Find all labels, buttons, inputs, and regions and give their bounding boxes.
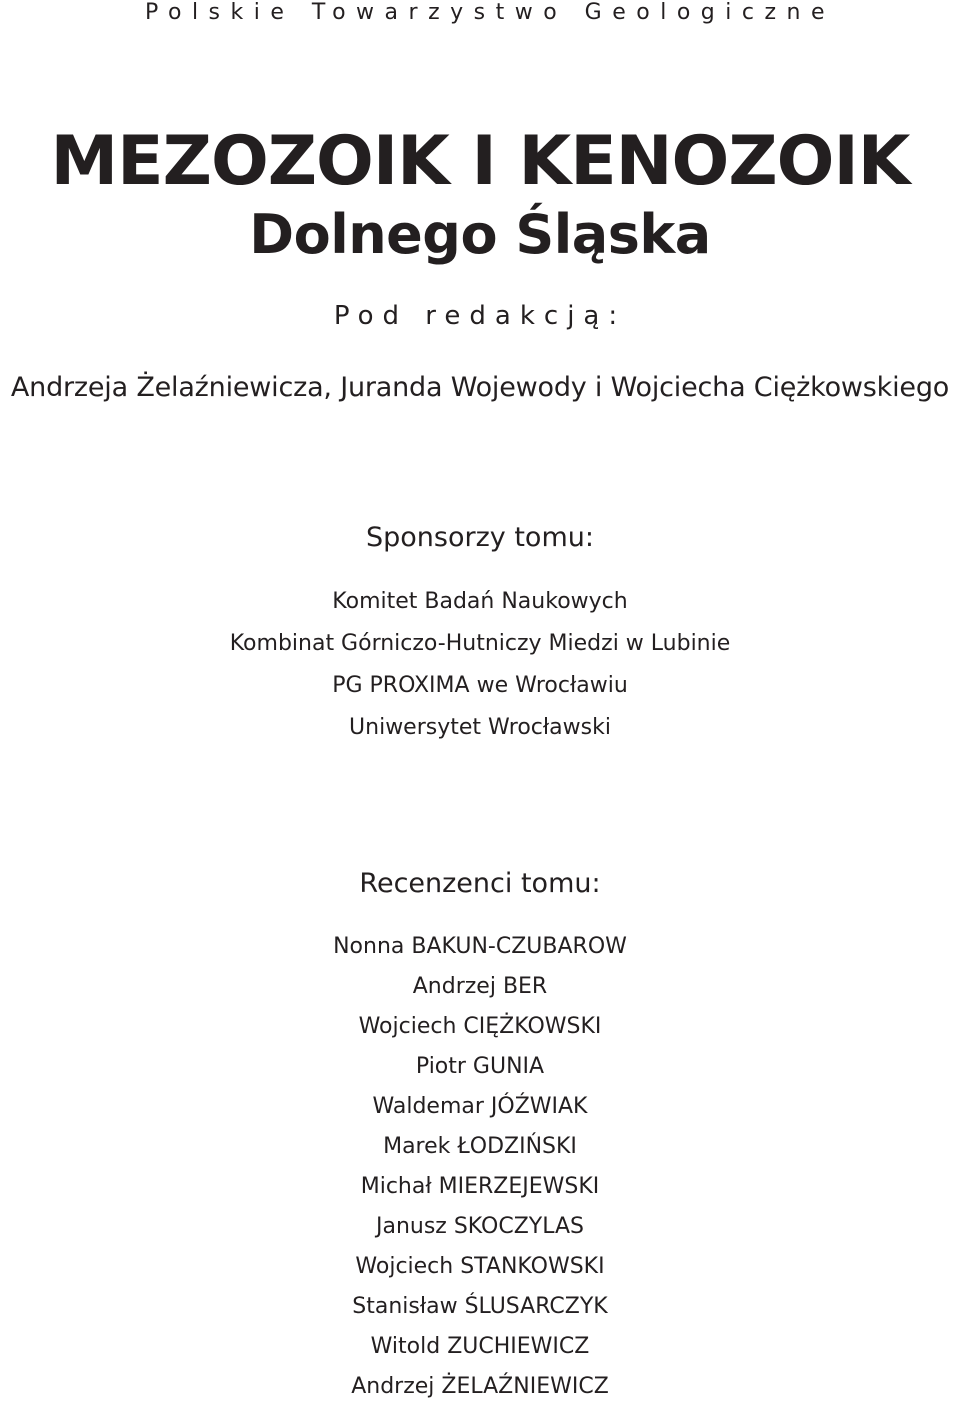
editors-names: Andrzeja Żelaźniewicza, Juranda Wojewody i Wojciecha Ciężkowskiego <box>10 372 950 403</box>
reviewer-item: Piotr GUNIA <box>415 1054 545 1079</box>
reviewer-item: Wojciech CIĘŻKOWSKI <box>358 1014 602 1039</box>
book-subtitle: Dolnego Śląska <box>249 203 711 266</box>
reviewer-item: Michał MIERZEJEWSKI <box>360 1174 600 1199</box>
sponsor-item: PG PROXIMA we Wrocławiu <box>332 673 628 698</box>
sponsor-item: Kombinat Górniczo-Hutniczy Miedzi w Lubinie <box>229 631 731 656</box>
reviewers-heading: Recenzenci tomu: <box>359 868 601 899</box>
reviewer-item: Nonna BAKUN-CZUBAROW <box>333 934 627 959</box>
reviewer-item: Andrzej BER <box>412 974 548 999</box>
reviewer-item: Waldemar JÓŹWIAK <box>372 1094 588 1119</box>
reviewer-item: Witold ZUCHIEWICZ <box>370 1334 590 1359</box>
sponsor-item: Uniwersytet Wrocławski <box>349 715 611 740</box>
reviewer-item: Marek ŁODZIŃSKI <box>383 1134 577 1159</box>
society-name: Polskie Towarzystwo Geologiczne <box>145 0 835 25</box>
sponsor-item: Komitet Badań Naukowych <box>332 589 628 614</box>
reviewer-item: Andrzej ŻELAŹNIEWICZ <box>351 1374 609 1399</box>
editors-label: Pod redakcją: <box>333 301 627 331</box>
book-title: MEZOZOIK I KENOZOIK <box>50 122 910 201</box>
sponsors-heading: Sponsorzy tomu: <box>366 522 594 553</box>
reviewer-item: Janusz SKOCZYLAS <box>375 1214 584 1239</box>
reviewer-item: Stanisław ŚLUSARCZYK <box>352 1294 608 1319</box>
reviewer-item: Wojciech STANKOWSKI <box>355 1254 605 1279</box>
